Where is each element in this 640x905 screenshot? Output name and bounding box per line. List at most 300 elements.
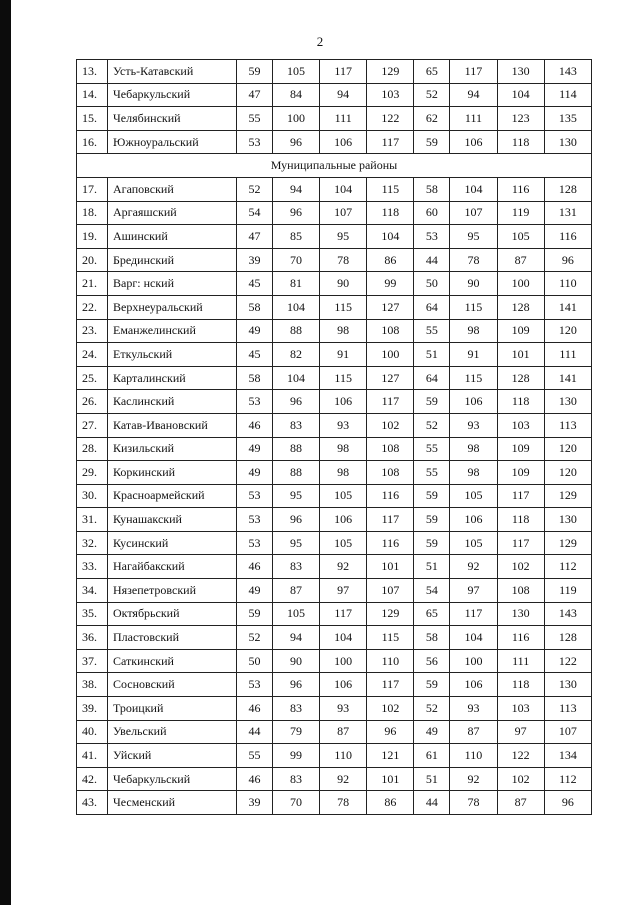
row-number: 28.: [77, 437, 108, 461]
value-cell: 107: [450, 201, 497, 225]
row-number: 37.: [77, 649, 108, 673]
value-cell: 46: [237, 697, 273, 721]
section-title: Муниципальные районы: [77, 154, 592, 178]
value-cell: 78: [450, 248, 497, 272]
value-cell: 58: [237, 366, 273, 390]
district-name: Еманжелинский: [108, 319, 237, 343]
table-row: [77, 319, 592, 343]
value-cell: 104: [320, 626, 367, 650]
value-cell: 130: [544, 508, 591, 532]
value-cell: 97: [320, 579, 367, 603]
value-cell: 117: [320, 60, 367, 84]
value-cell: 62: [414, 107, 450, 131]
value-cell: 96: [272, 201, 319, 225]
value-cell: 105: [320, 484, 367, 508]
district-name: Агаповский: [108, 177, 237, 201]
row-number: 31.: [77, 508, 108, 532]
row-number: 15.: [77, 107, 108, 131]
district-name: Каслинский: [108, 390, 237, 414]
table-row: [77, 673, 592, 697]
value-cell: 44: [414, 791, 450, 815]
value-cell: 104: [320, 177, 367, 201]
row-number: 14.: [77, 83, 108, 107]
value-cell: 120: [544, 319, 591, 343]
value-cell: 91: [320, 343, 367, 367]
value-cell: 105: [272, 602, 319, 626]
value-cell: 46: [237, 555, 273, 579]
value-cell: 98: [450, 437, 497, 461]
value-cell: 141: [544, 295, 591, 319]
value-cell: 141: [544, 366, 591, 390]
value-cell: 119: [544, 579, 591, 603]
value-cell: 104: [450, 626, 497, 650]
value-cell: 92: [450, 767, 497, 791]
value-cell: 44: [237, 720, 273, 744]
district-name: Троицкий: [108, 697, 237, 721]
row-number: 39.: [77, 697, 108, 721]
value-cell: 98: [320, 437, 367, 461]
value-cell: 128: [544, 177, 591, 201]
value-cell: 87: [497, 248, 544, 272]
value-cell: 90: [320, 272, 367, 296]
value-cell: 61: [414, 744, 450, 768]
value-cell: 122: [367, 107, 414, 131]
value-cell: 96: [272, 508, 319, 532]
value-cell: 117: [497, 484, 544, 508]
value-cell: 49: [237, 319, 273, 343]
value-cell: 122: [544, 649, 591, 673]
value-cell: 55: [237, 744, 273, 768]
table-row: [77, 626, 592, 650]
district-name: Катав-Ивановский: [108, 413, 237, 437]
value-cell: 117: [367, 390, 414, 414]
value-cell: 53: [237, 673, 273, 697]
district-name: Чебаркульский: [108, 83, 237, 107]
value-cell: 47: [237, 225, 273, 249]
value-cell: 78: [320, 248, 367, 272]
value-cell: 53: [237, 531, 273, 555]
value-cell: 54: [414, 579, 450, 603]
row-number: 32.: [77, 531, 108, 555]
value-cell: 83: [272, 555, 319, 579]
district-name: Аргаяшский: [108, 201, 237, 225]
value-cell: 82: [272, 343, 319, 367]
value-cell: 104: [272, 295, 319, 319]
value-cell: 55: [414, 319, 450, 343]
district-name: Кусинский: [108, 531, 237, 555]
table-row: [77, 343, 592, 367]
value-cell: 94: [272, 626, 319, 650]
value-cell: 100: [450, 649, 497, 673]
value-cell: 56: [414, 649, 450, 673]
district-name: Кизильский: [108, 437, 237, 461]
value-cell: 117: [367, 508, 414, 532]
value-cell: 116: [367, 484, 414, 508]
row-number: 24.: [77, 343, 108, 367]
value-cell: 111: [544, 343, 591, 367]
table-row: [77, 201, 592, 225]
value-cell: 143: [544, 60, 591, 84]
row-number: 41.: [77, 744, 108, 768]
value-cell: 128: [497, 295, 544, 319]
value-cell: 51: [414, 767, 450, 791]
value-cell: 115: [367, 626, 414, 650]
value-cell: 116: [497, 177, 544, 201]
value-cell: 115: [450, 366, 497, 390]
value-cell: 99: [367, 272, 414, 296]
value-cell: 110: [544, 272, 591, 296]
table-row: [77, 413, 592, 437]
value-cell: 97: [497, 720, 544, 744]
value-cell: 101: [367, 555, 414, 579]
value-cell: 83: [272, 697, 319, 721]
table-row: [77, 366, 592, 390]
value-cell: 98: [320, 319, 367, 343]
district-name: Саткинский: [108, 649, 237, 673]
district-name: Коркинский: [108, 461, 237, 485]
value-cell: 118: [367, 201, 414, 225]
district-name: Чебаркульский: [108, 767, 237, 791]
value-cell: 86: [367, 791, 414, 815]
value-cell: 90: [450, 272, 497, 296]
value-cell: 70: [272, 248, 319, 272]
table-body: [77, 60, 592, 815]
value-cell: 102: [367, 413, 414, 437]
value-cell: 120: [544, 437, 591, 461]
value-cell: 52: [237, 177, 273, 201]
value-cell: 64: [414, 366, 450, 390]
value-cell: 117: [320, 602, 367, 626]
row-number: 40.: [77, 720, 108, 744]
value-cell: 115: [450, 295, 497, 319]
value-cell: 44: [414, 248, 450, 272]
value-cell: 88: [272, 319, 319, 343]
value-cell: 94: [272, 177, 319, 201]
value-cell: 117: [367, 673, 414, 697]
table-row: [77, 697, 592, 721]
value-cell: 96: [272, 673, 319, 697]
value-cell: 49: [237, 437, 273, 461]
value-cell: 116: [497, 626, 544, 650]
value-cell: 52: [414, 413, 450, 437]
value-cell: 112: [544, 767, 591, 791]
value-cell: 127: [367, 366, 414, 390]
value-cell: 105: [450, 531, 497, 555]
value-cell: 49: [414, 720, 450, 744]
value-cell: 55: [237, 107, 273, 131]
value-cell: 130: [544, 130, 591, 154]
value-cell: 65: [414, 60, 450, 84]
value-cell: 103: [367, 83, 414, 107]
value-cell: 91: [450, 343, 497, 367]
value-cell: 53: [237, 484, 273, 508]
value-cell: 104: [497, 83, 544, 107]
row-number: 43.: [77, 791, 108, 815]
district-name: Красноармейский: [108, 484, 237, 508]
value-cell: 52: [414, 697, 450, 721]
value-cell: 103: [497, 413, 544, 437]
value-cell: 113: [544, 413, 591, 437]
value-cell: 59: [237, 60, 273, 84]
scan-edge: [0, 0, 11, 905]
value-cell: 102: [367, 697, 414, 721]
district-name: Варг: нский: [108, 272, 237, 296]
value-cell: 53: [237, 508, 273, 532]
district-name: Кунашакский: [108, 508, 237, 532]
value-cell: 87: [320, 720, 367, 744]
value-cell: 130: [497, 60, 544, 84]
value-cell: 87: [272, 579, 319, 603]
value-cell: 104: [272, 366, 319, 390]
table-row: [77, 60, 592, 84]
row-number: 19.: [77, 225, 108, 249]
value-cell: 118: [497, 130, 544, 154]
table-row: [77, 177, 592, 201]
district-name: Чесменский: [108, 791, 237, 815]
value-cell: 105: [320, 531, 367, 555]
value-cell: 108: [367, 461, 414, 485]
table-row: [77, 295, 592, 319]
value-cell: 110: [367, 649, 414, 673]
row-number: 30.: [77, 484, 108, 508]
row-number: 33.: [77, 555, 108, 579]
value-cell: 95: [320, 225, 367, 249]
value-cell: 87: [450, 720, 497, 744]
value-cell: 111: [450, 107, 497, 131]
value-cell: 53: [414, 225, 450, 249]
value-cell: 130: [497, 602, 544, 626]
value-cell: 96: [544, 791, 591, 815]
value-cell: 97: [450, 579, 497, 603]
value-cell: 51: [414, 343, 450, 367]
table-row: [77, 555, 592, 579]
value-cell: 65: [414, 602, 450, 626]
value-cell: 98: [450, 461, 497, 485]
value-cell: 99: [272, 744, 319, 768]
value-cell: 118: [497, 673, 544, 697]
value-cell: 104: [450, 177, 497, 201]
value-cell: 105: [450, 484, 497, 508]
value-cell: 100: [320, 649, 367, 673]
value-cell: 53: [237, 130, 273, 154]
table-row: [77, 437, 592, 461]
value-cell: 100: [497, 272, 544, 296]
table-row: [77, 602, 592, 626]
value-cell: 105: [497, 225, 544, 249]
row-number: 36.: [77, 626, 108, 650]
value-cell: 110: [450, 744, 497, 768]
value-cell: 46: [237, 767, 273, 791]
value-cell: 50: [414, 272, 450, 296]
value-cell: 87: [497, 791, 544, 815]
value-cell: 109: [497, 319, 544, 343]
value-cell: 88: [272, 437, 319, 461]
value-cell: 135: [544, 107, 591, 131]
value-cell: 59: [414, 130, 450, 154]
value-cell: 52: [237, 626, 273, 650]
value-cell: 78: [320, 791, 367, 815]
value-cell: 116: [544, 225, 591, 249]
row-number: 35.: [77, 602, 108, 626]
district-name: Челябинский: [108, 107, 237, 131]
value-cell: 93: [320, 697, 367, 721]
table-row: [77, 579, 592, 603]
value-cell: 81: [272, 272, 319, 296]
value-cell: 106: [320, 130, 367, 154]
value-cell: 59: [414, 531, 450, 555]
value-cell: 128: [497, 366, 544, 390]
value-cell: 102: [497, 555, 544, 579]
table-row: [77, 390, 592, 414]
value-cell: 86: [367, 248, 414, 272]
value-cell: 101: [497, 343, 544, 367]
district-name: Карталинский: [108, 366, 237, 390]
table-row: [77, 791, 592, 815]
district-name: Уйский: [108, 744, 237, 768]
table-row: [77, 272, 592, 296]
value-cell: 94: [450, 83, 497, 107]
row-number: 25.: [77, 366, 108, 390]
value-cell: 59: [414, 390, 450, 414]
value-cell: 106: [450, 130, 497, 154]
value-cell: 39: [237, 248, 273, 272]
value-cell: 98: [450, 319, 497, 343]
district-name: Нязепетровский: [108, 579, 237, 603]
value-cell: 106: [450, 673, 497, 697]
value-cell: 93: [450, 697, 497, 721]
value-cell: 46: [237, 413, 273, 437]
value-cell: 120: [544, 461, 591, 485]
value-cell: 115: [367, 177, 414, 201]
value-cell: 129: [544, 484, 591, 508]
value-cell: 111: [497, 649, 544, 673]
value-cell: 107: [367, 579, 414, 603]
table-row: [77, 767, 592, 791]
value-cell: 49: [237, 579, 273, 603]
value-cell: 50: [237, 649, 273, 673]
table-row: [77, 83, 592, 107]
value-cell: 129: [544, 531, 591, 555]
table-row: [77, 649, 592, 673]
value-cell: 108: [497, 579, 544, 603]
district-name: Еткульский: [108, 343, 237, 367]
value-cell: 115: [320, 366, 367, 390]
row-number: 27.: [77, 413, 108, 437]
value-cell: 58: [414, 177, 450, 201]
value-cell: 92: [450, 555, 497, 579]
value-cell: 117: [367, 130, 414, 154]
value-cell: 96: [367, 720, 414, 744]
row-number: 26.: [77, 390, 108, 414]
value-cell: 128: [544, 626, 591, 650]
value-cell: 101: [367, 767, 414, 791]
value-cell: 95: [272, 484, 319, 508]
table-row: [77, 248, 592, 272]
value-cell: 55: [414, 461, 450, 485]
row-number: 29.: [77, 461, 108, 485]
value-cell: 60: [414, 201, 450, 225]
value-cell: 114: [544, 83, 591, 107]
district-name: Верхнеуральский: [108, 295, 237, 319]
value-cell: 52: [414, 83, 450, 107]
value-cell: 109: [497, 461, 544, 485]
value-cell: 49: [237, 461, 273, 485]
value-cell: 92: [320, 767, 367, 791]
district-name: Октябрьский: [108, 602, 237, 626]
row-number: 34.: [77, 579, 108, 603]
table-row: [77, 508, 592, 532]
value-cell: 39: [237, 791, 273, 815]
value-cell: 106: [450, 508, 497, 532]
value-cell: 84: [272, 83, 319, 107]
data-table: [76, 59, 592, 815]
table-row: [77, 484, 592, 508]
table-row: [77, 107, 592, 131]
district-name: Нагайбакский: [108, 555, 237, 579]
value-cell: 127: [367, 295, 414, 319]
value-cell: 106: [320, 673, 367, 697]
value-cell: 59: [414, 484, 450, 508]
value-cell: 118: [497, 508, 544, 532]
value-cell: 129: [367, 602, 414, 626]
row-number: 22.: [77, 295, 108, 319]
value-cell: 54: [237, 201, 273, 225]
value-cell: 88: [272, 461, 319, 485]
table-row: [77, 744, 592, 768]
value-cell: 58: [414, 626, 450, 650]
value-cell: 92: [320, 555, 367, 579]
value-cell: 121: [367, 744, 414, 768]
row-number: 16.: [77, 130, 108, 154]
table-row: [77, 461, 592, 485]
district-name: Брединский: [108, 248, 237, 272]
value-cell: 58: [237, 295, 273, 319]
value-cell: 95: [272, 531, 319, 555]
page-number: 2: [316, 34, 324, 49]
district-name: Усть-Катавский: [108, 60, 237, 84]
value-cell: 118: [497, 390, 544, 414]
district-name: Увельский: [108, 720, 237, 744]
value-cell: 105: [272, 60, 319, 84]
value-cell: 143: [544, 602, 591, 626]
value-cell: 117: [450, 60, 497, 84]
district-name: Сосновский: [108, 673, 237, 697]
value-cell: 107: [320, 201, 367, 225]
district-name: Ашинский: [108, 225, 237, 249]
value-cell: 45: [237, 272, 273, 296]
value-cell: 78: [450, 791, 497, 815]
value-cell: 96: [544, 248, 591, 272]
value-cell: 59: [414, 508, 450, 532]
value-cell: 119: [497, 201, 544, 225]
value-cell: 104: [367, 225, 414, 249]
table-row: [77, 720, 592, 744]
value-cell: 55: [414, 437, 450, 461]
value-cell: 70: [272, 791, 319, 815]
value-cell: 107: [544, 720, 591, 744]
row-number: 18.: [77, 201, 108, 225]
value-cell: 100: [367, 343, 414, 367]
value-cell: 90: [272, 649, 319, 673]
value-cell: 106: [450, 390, 497, 414]
value-cell: 131: [544, 201, 591, 225]
table-row: [77, 130, 592, 154]
value-cell: 59: [237, 602, 273, 626]
value-cell: 45: [237, 343, 273, 367]
value-cell: 112: [544, 555, 591, 579]
row-number: 23.: [77, 319, 108, 343]
row-number: 38.: [77, 673, 108, 697]
